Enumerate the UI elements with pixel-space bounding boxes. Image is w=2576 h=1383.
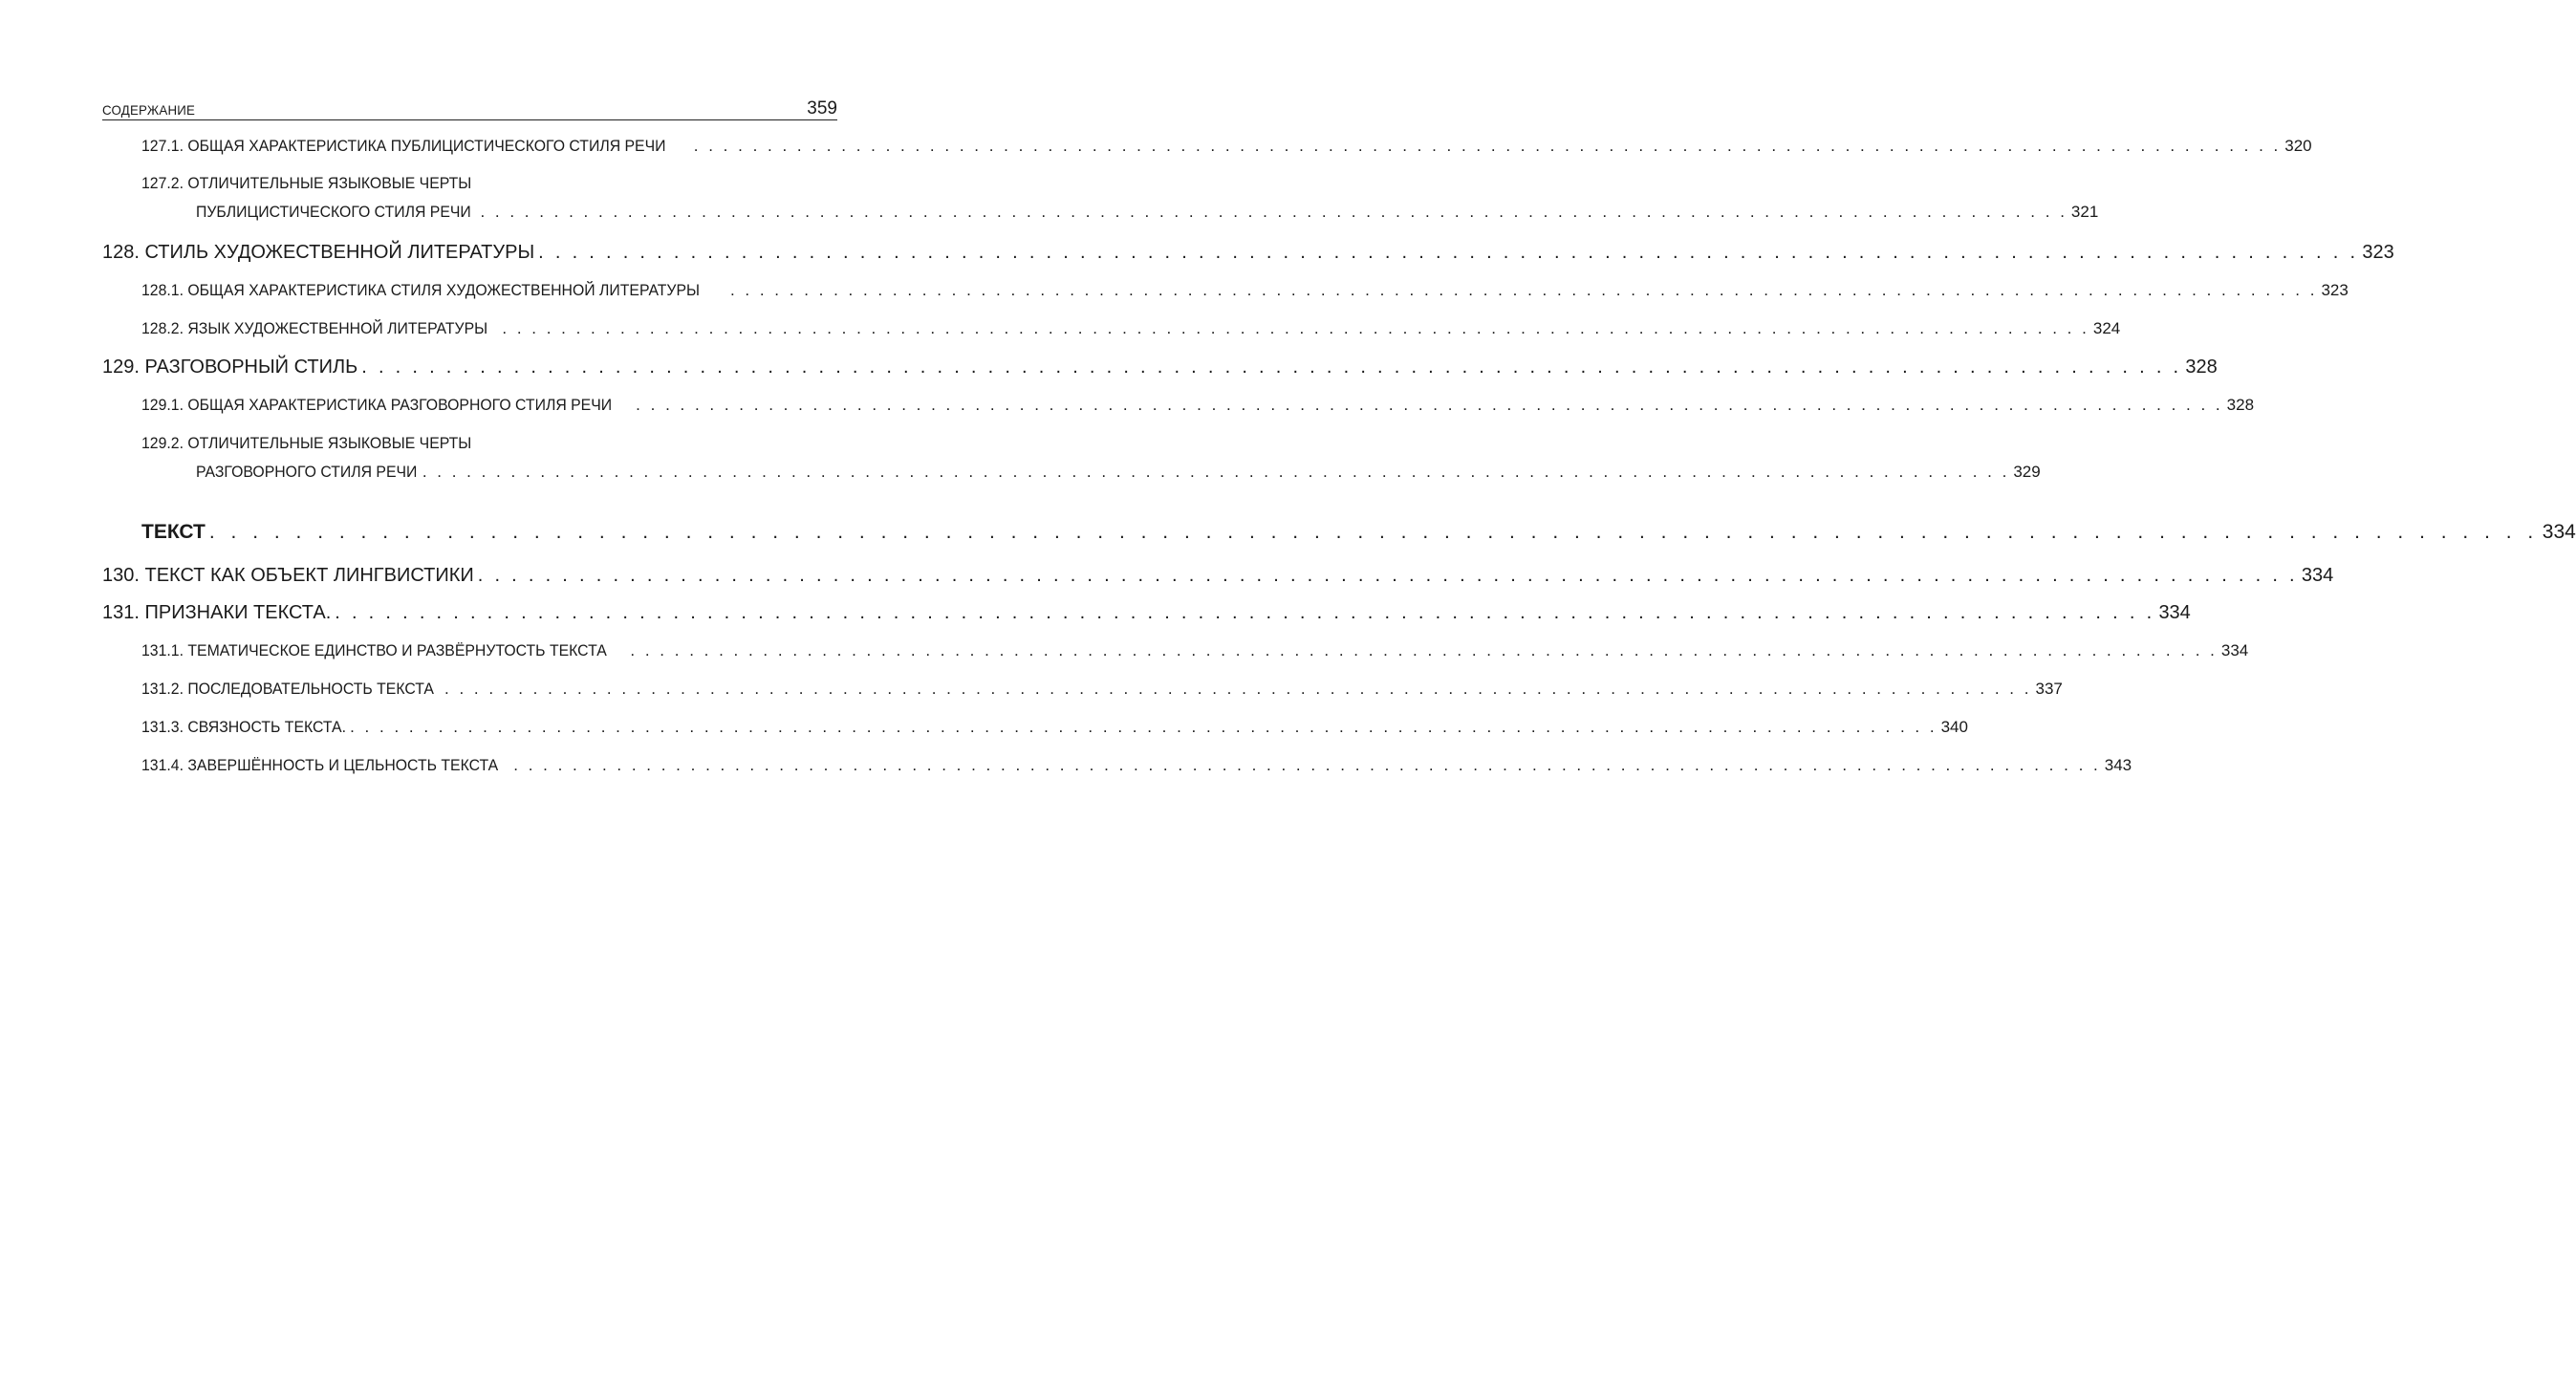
entry-number: 129. (102, 357, 140, 378)
entry-title: ЯЗЫК ХУДОЖЕСТВЕННОЙ ЛИТЕРАТУРЫ (187, 319, 488, 337)
dot-leader (209, 520, 2539, 545)
entry-title: ТЕМАТИЧЕСКОЕ ЕДИНСТВО И РАЗВЁРНУТОСТЬ ТЕКСТА (187, 641, 607, 659)
dot-leader (335, 601, 2154, 624)
dot-leader (513, 756, 2100, 775)
entry-page: 328 (2185, 357, 2218, 378)
entry-page: 324 (2092, 319, 2121, 337)
page-number: 359 (807, 98, 837, 119)
entry-page: 334 (2301, 565, 2334, 586)
toc-entry-129[interactable] (102, 356, 2218, 378)
entry-title: ПРИЗНАКИ ТЕКСТА. (144, 602, 332, 623)
toc-entry-131-1[interactable] (141, 641, 2249, 660)
toc-entry-131[interactable] (102, 601, 2191, 624)
dot-leader (730, 281, 2317, 300)
toc-entry-127-2[interactable] (141, 174, 2099, 222)
dot-leader (422, 463, 2009, 482)
entry-page: 337 (2035, 680, 2063, 698)
header-rule (102, 119, 837, 120)
entry-page: 334 (2220, 641, 2249, 659)
dot-leader (361, 356, 2181, 378)
entry-number: 130. (102, 565, 140, 586)
entry-number: 131.1. (141, 641, 184, 659)
toc-entry-129-2[interactable] (141, 434, 2041, 482)
toc-entry-131-3[interactable] (141, 718, 1968, 737)
dot-leader (630, 641, 2217, 660)
entry-page: 323 (2321, 281, 2349, 299)
dot-leader (502, 319, 2089, 338)
entry-title: ОБЩАЯ ХАРАКТЕРИСТИКА ПУБЛИЦИСТИЧЕСКОГО СТИЛЯ РЕЧИ (187, 137, 666, 155)
entry-title: СТИЛЬ ХУДОЖЕСТВЕННОЙ ЛИТЕРАТУРЫ (144, 242, 535, 263)
running-header (102, 95, 837, 119)
toc-part-text[interactable] (141, 520, 2576, 545)
entry-number: 129.1. (141, 396, 184, 414)
entry-page: 343 (2104, 756, 2132, 774)
toc-entry-131-4[interactable] (141, 756, 2132, 775)
toc-entry-128-1[interactable] (141, 281, 2349, 300)
entry-title: ПОСЛЕДОВАТЕЛЬНОСТЬ ТЕКСТА (187, 680, 434, 698)
entry-page: 329 (2013, 463, 2041, 481)
entry-title-line1: ОТЛИЧИТЕЛЬНЫЕ ЯЗЫКОВЫЕ ЧЕРТЫ (187, 174, 472, 192)
entry-page: 320 (2284, 137, 2312, 155)
toc-entry-131-2[interactable] (141, 680, 2063, 699)
entry-number: 131.4. (141, 756, 184, 774)
running-title: СОДЕРЖАНИЕ (102, 102, 196, 118)
entry-title: ТЕКСТ КАК ОБЪЕКТ ЛИНГВИСТИКИ (144, 565, 474, 586)
entry-page: 321 (2070, 203, 2099, 221)
dot-leader (478, 564, 2298, 587)
toc-entry-128-2[interactable] (141, 319, 2121, 338)
entry-number: 128.2. (141, 319, 184, 337)
entry-page: 340 (1940, 718, 1968, 736)
entry-number: 131.3. (141, 718, 184, 736)
toc-entry-127-1[interactable] (141, 137, 2312, 156)
entry-title-line2: РАЗГОВОРНОГО СТИЛЯ РЕЧИ (196, 463, 418, 481)
entry-title-line2: ПУБЛИЦИСТИЧЕСКОГО СТИЛЯ РЕЧИ (196, 203, 471, 221)
entry-number: 131.2. (141, 680, 184, 698)
entry-page: 334 (2542, 521, 2576, 543)
entry-page: 323 (2362, 242, 2394, 263)
part-title: ТЕКСТ (141, 521, 206, 543)
entry-title: СВЯЗНОСТЬ ТЕКСТА. (187, 718, 347, 736)
entry-number: 128.1. (141, 281, 184, 299)
entry-title: ОБЩАЯ ХАРАКТЕРИСТИКА РАЗГОВОРНОГО СТИЛЯ РЕЧИ (187, 396, 613, 414)
entry-number: 129.2. (141, 434, 184, 452)
entry-page: 334 (2158, 602, 2191, 623)
entry-title: ОБЩАЯ ХАРАКТЕРИСТИКА СТИЛЯ ХУДОЖЕСТВЕННОЙ ЛИТЕРАТУРЫ (187, 281, 701, 299)
entry-number: 127.2. (141, 174, 184, 192)
entry-number: 127.1. (141, 137, 184, 155)
toc-entry-128[interactable] (102, 241, 2394, 264)
entry-number: 128. (102, 242, 140, 263)
dot-leader (480, 203, 2067, 222)
toc-entry-130[interactable] (102, 564, 2334, 587)
entry-number: 131. (102, 602, 140, 623)
entry-title: ЗАВЕРШЁННОСТЬ И ЦЕЛЬНОСТЬ ТЕКСТА (187, 756, 499, 774)
entry-page: 328 (2226, 396, 2255, 414)
dot-leader (694, 137, 2281, 156)
dot-leader (444, 680, 2031, 699)
dot-leader (636, 396, 2222, 415)
entry-title: РАЗГОВОРНЫЙ СТИЛЬ (144, 357, 358, 378)
toc-entry-129-1[interactable] (141, 396, 2255, 415)
entry-title-line1: ОТЛИЧИТЕЛЬНЫЕ ЯЗЫКОВЫЕ ЧЕРТЫ (187, 434, 472, 452)
dot-leader (350, 718, 1937, 737)
dot-leader (538, 241, 2358, 264)
